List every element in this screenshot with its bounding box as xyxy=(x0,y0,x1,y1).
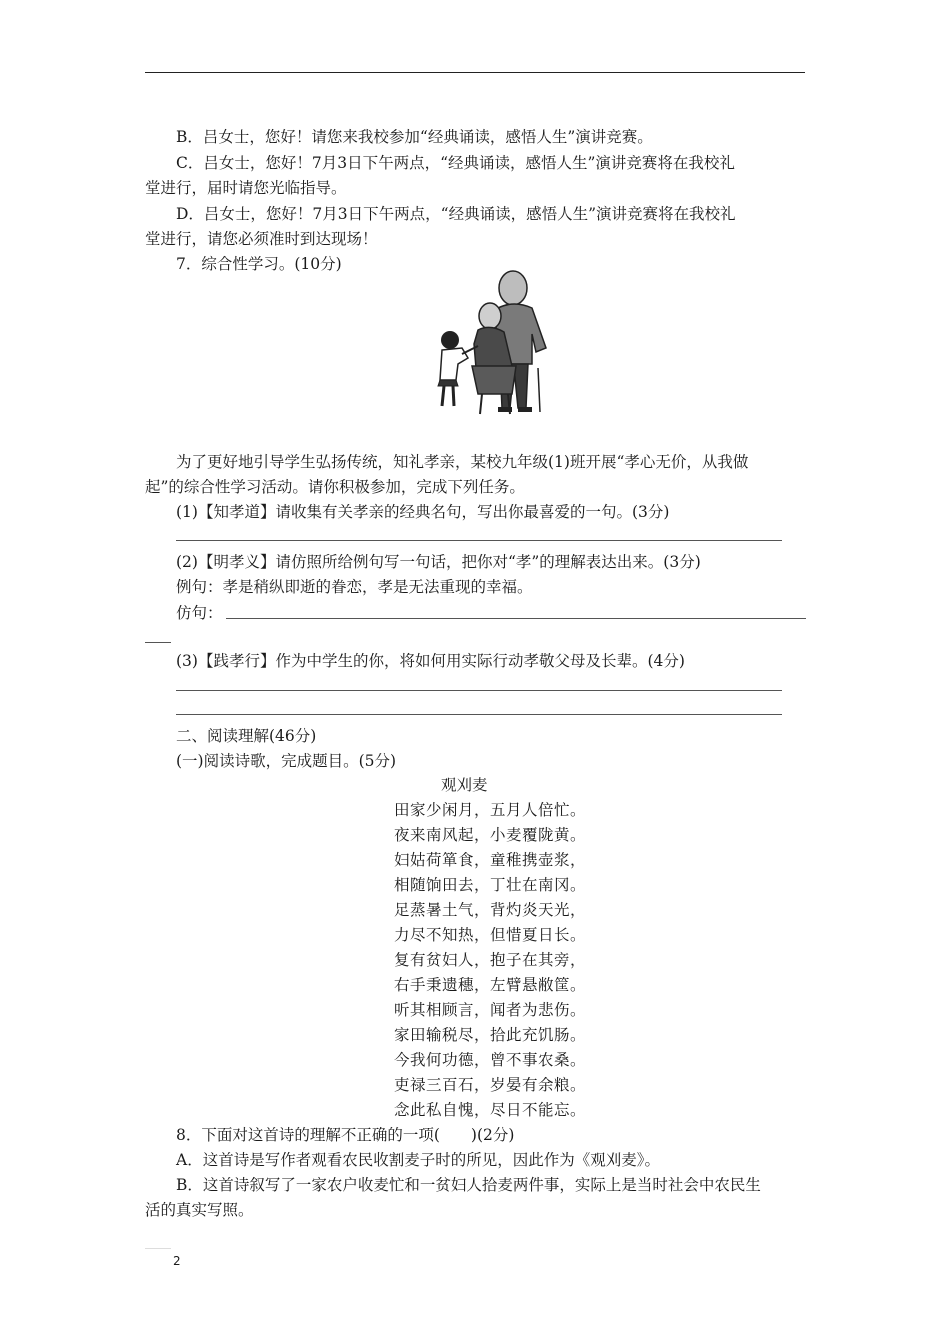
example-sentence: 例句：孝是稍纵即逝的眷恋，孝是无法重现的幸福。 xyxy=(176,578,533,596)
poem-line: 力尽不知热，但惜夏日长。 xyxy=(394,926,587,944)
poem-line: 右手秉遗穗，左臂悬敝筐。 xyxy=(394,976,587,994)
q8-option-a: A．这首诗是写作者观看农民收割麦子时的所见，因此作为《观刈麦》。 xyxy=(176,1151,660,1169)
footer-mark xyxy=(145,1248,171,1249)
section-2-title: 二、阅读理解(46分) xyxy=(176,727,317,745)
poem-line: 复有贫妇人，抱子在其旁， xyxy=(394,951,587,969)
poem-line: 足蒸暑土气，背灼炎天光， xyxy=(394,901,587,919)
q7-intro-line2: 起”的综合性学习活动。请你积极参加，完成下列任务。 xyxy=(145,478,525,496)
header-rule xyxy=(145,72,805,73)
poem-line: 相随饷田去，丁壮在南冈。 xyxy=(394,876,587,894)
imitation-label: 仿句： xyxy=(176,604,223,622)
poem-title: 观刈麦 xyxy=(441,776,488,794)
poem-line: 家田输税尽，拾此充饥肠。 xyxy=(394,1026,587,1044)
poem-line: 念此私自愧，尽日不能忘。 xyxy=(394,1101,587,1119)
question-7-title: 7．综合性学习。(10分) xyxy=(176,255,342,273)
option-c-line2: 堂进行，届时请您光临指导。 xyxy=(145,179,347,197)
q8-option-b-line2: 活的真实写照。 xyxy=(145,1201,254,1219)
family-illustration xyxy=(428,268,548,420)
answer-line-task3-b[interactable] xyxy=(176,714,782,715)
poem-line: 田家少闲月，五月人倍忙。 xyxy=(394,801,587,819)
poem-line: 夜来南风起，小麦覆陇黄。 xyxy=(394,826,587,844)
answer-line-imitation[interactable] xyxy=(226,618,806,619)
poem-line: 吏禄三百石，岁晏有余粮。 xyxy=(394,1076,587,1094)
page-number: 2 xyxy=(173,1254,181,1268)
answer-line-task3-a[interactable] xyxy=(176,690,782,691)
answer-line-task1[interactable] xyxy=(176,540,782,541)
q8-option-b-line1: B．这首诗叙写了一家农户收麦忙和一贫妇人拾麦两件事，实际上是当时社会中农民生 xyxy=(176,1176,761,1194)
poem-line: 听其相顾言，闻者为悲伤。 xyxy=(394,1001,587,1019)
task-2: (2)【明孝义】请仿照所给例句写一句话，把你对“孝”的理解表达出来。(3分) xyxy=(176,553,701,571)
option-b: B．吕女士，您好！请您来我校参加“经典诵读，感悟人生”演讲竞赛。 xyxy=(176,128,653,146)
option-d-line1: D．吕女士，您好！7月3日下午两点，“经典诵读，感悟人生”演讲竞赛将在我校礼 xyxy=(176,205,736,223)
section-2-sub1: (一)阅读诗歌，完成题目。(5分) xyxy=(176,752,397,770)
q7-intro-line1: 为了更好地引导学生弘扬传统，知礼孝亲，某校九年级(1)班开展“孝心无价，从我做 xyxy=(176,453,749,471)
answer-line-imitation-cont[interactable] xyxy=(145,642,171,643)
task-1: (1)【知孝道】请收集有关孝亲的经典名句，写出你最喜爱的一句。(3分) xyxy=(176,503,670,521)
question-8-stem: 8．下面对这首诗的理解不正确的一项( )(2分) xyxy=(176,1126,515,1144)
option-c-line1: C．吕女士，您好！7月3日下午两点，“经典诵读，感悟人生”演讲竞赛将在我校礼 xyxy=(176,154,735,172)
poem-line: 妇姑荷箪食，童稚携壶浆， xyxy=(394,851,587,869)
task-3: (3)【践孝行】作为中学生的你，将如何用实际行动孝敬父母及长辈。(4分) xyxy=(176,652,685,670)
option-d-line2: 堂进行，请您必须准时到达现场！ xyxy=(145,230,378,248)
poem-line: 今我何功德，曾不事农桑。 xyxy=(394,1051,587,1069)
